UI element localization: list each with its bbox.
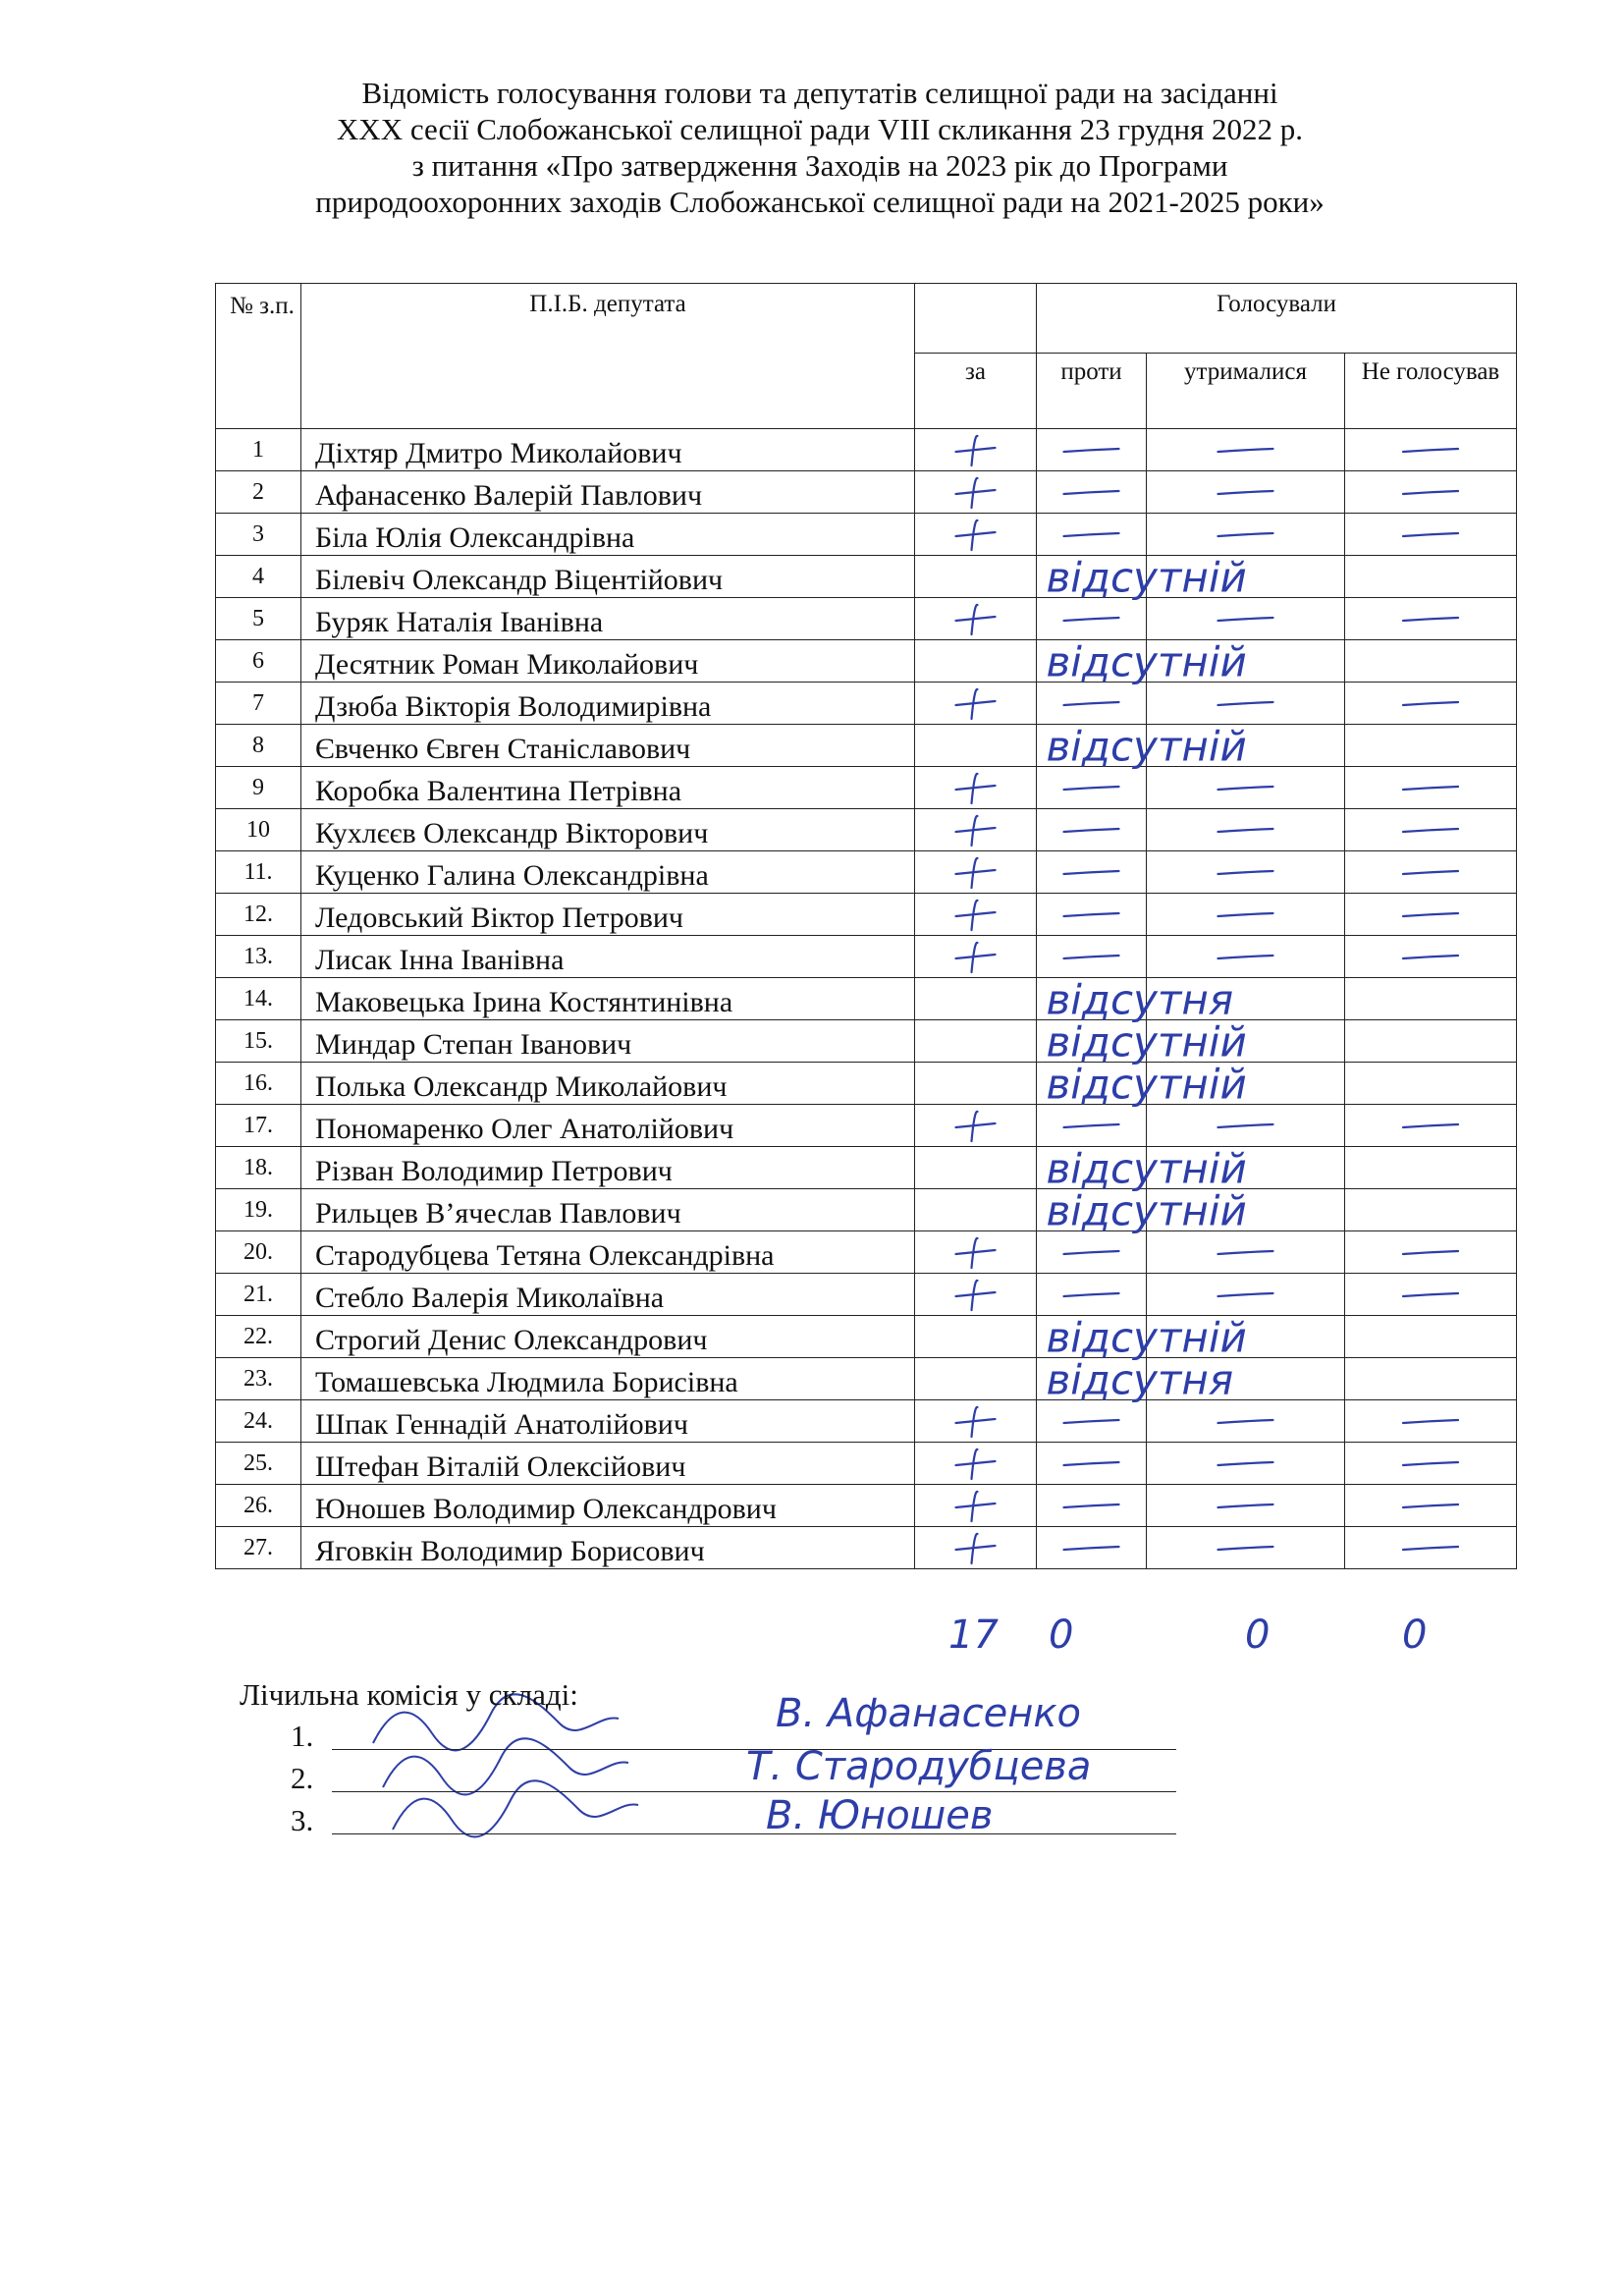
dash-mark xyxy=(1064,787,1119,790)
row-num: 21. xyxy=(216,1274,301,1316)
row-num: 6 xyxy=(216,640,301,683)
dash-mark xyxy=(1218,829,1273,832)
dash-mark xyxy=(1064,956,1119,958)
dash-mark xyxy=(1218,449,1273,452)
commission-line-1 xyxy=(291,1719,313,1754)
dash-mark xyxy=(1064,1251,1119,1254)
absent-note: відсутній xyxy=(1046,1313,1247,1362)
row-name: Діхтяр Дмитро Миколайович xyxy=(301,429,915,471)
dash-mark xyxy=(1064,1293,1119,1296)
total-utrymalysia: 0 xyxy=(1245,1613,1271,1658)
row-num: 2 xyxy=(216,471,301,514)
row-num: 1 xyxy=(216,429,301,471)
row-name: Євченко Євген Станіславович xyxy=(301,725,915,767)
dash-mark xyxy=(1403,913,1458,916)
row-num: 5 xyxy=(216,598,301,640)
plus-mark xyxy=(956,532,996,536)
dash-mark xyxy=(1064,618,1119,621)
dash-mark xyxy=(1218,1504,1273,1507)
row-name: Строгий Денис Олександрович xyxy=(301,1316,915,1358)
row-name: Стародубцева Тетяна Олександрівна xyxy=(301,1231,915,1274)
row-num: 12. xyxy=(216,894,301,936)
dash-mark xyxy=(1218,913,1273,916)
row-num: 11. xyxy=(216,851,301,894)
header-voted: Голосували xyxy=(1037,284,1517,354)
total-proty: 0 xyxy=(1049,1613,1074,1658)
row-name: Яговкін Володимир Борисович xyxy=(301,1527,915,1569)
dash-mark xyxy=(1064,829,1119,832)
row-name: Афанасенко Валерій Павлович xyxy=(301,471,915,514)
row-name: Стебло Валерія Миколаївна xyxy=(301,1274,915,1316)
dash-mark xyxy=(1218,491,1273,494)
absent-note: відсутній xyxy=(1046,1186,1247,1235)
plus-mark xyxy=(956,490,996,494)
header-utrymalysia: утрималися xyxy=(1147,354,1345,429)
plus-mark xyxy=(956,1250,996,1254)
commission-name-1: В. Афанасенко xyxy=(776,1691,1081,1736)
commission-num: 1. xyxy=(291,1719,314,1753)
header-name: П.І.Б. депутата xyxy=(301,284,915,429)
dash-mark xyxy=(1403,956,1458,958)
commission-name-3: В. Юношев xyxy=(766,1793,994,1838)
row-num: 27. xyxy=(216,1527,301,1569)
plus-mark xyxy=(956,912,996,916)
dash-mark xyxy=(1064,1124,1119,1127)
row-num: 24. xyxy=(216,1400,301,1443)
dash-mark xyxy=(1064,491,1119,494)
commission-name-2: Т. Стародубцева xyxy=(746,1744,1092,1789)
dash-mark xyxy=(1403,871,1458,874)
title-line-1: Відомість голосування голови та депутатів селищної ради на засіданні xyxy=(361,76,1278,110)
dash-mark xyxy=(1064,1420,1119,1423)
signature-scribble xyxy=(383,1738,628,1794)
row-num: 20. xyxy=(216,1231,301,1274)
plus-mark xyxy=(956,955,996,958)
plus-mark xyxy=(956,1419,996,1423)
dash-mark xyxy=(1403,1124,1458,1127)
row-name: Маковецька Ірина Костянтинівна xyxy=(301,978,915,1020)
total-za: 17 xyxy=(948,1613,999,1658)
absent-note: відсутній xyxy=(1046,722,1247,771)
row-name: Полька Олександр Миколайович xyxy=(301,1063,915,1105)
absent-note: відсутній xyxy=(1046,1060,1247,1109)
dash-mark xyxy=(1218,787,1273,790)
row-num: 10 xyxy=(216,809,301,851)
dash-mark xyxy=(1403,1251,1458,1254)
row-name: Пономаренко Олег Анатолійович xyxy=(301,1105,915,1147)
plus-mark xyxy=(956,617,996,621)
dash-mark xyxy=(1218,871,1273,874)
dash-mark xyxy=(1403,1462,1458,1465)
dash-mark xyxy=(1403,702,1458,705)
row-name: Куценко Галина Олександрівна xyxy=(301,851,915,894)
dash-mark xyxy=(1218,1293,1273,1296)
absent-note: відсутній xyxy=(1046,637,1247,686)
dash-mark xyxy=(1218,1251,1273,1254)
dash-mark xyxy=(1403,533,1458,536)
row-name: Ледовський Віктор Петрович xyxy=(301,894,915,936)
dash-mark xyxy=(1218,533,1273,536)
row-num: 8 xyxy=(216,725,301,767)
row-name: Штефан Віталій Олексійович xyxy=(301,1443,915,1485)
signature-rule xyxy=(332,1833,1176,1834)
row-num: 26. xyxy=(216,1485,301,1527)
row-num: 14. xyxy=(216,978,301,1020)
dash-mark xyxy=(1403,1420,1458,1423)
row-name: Буряк Наталія Іванівна xyxy=(301,598,915,640)
dash-mark xyxy=(1064,1547,1119,1550)
dash-mark xyxy=(1403,618,1458,621)
plus-mark xyxy=(956,1292,996,1296)
row-name: Лисак Інна Іванівна xyxy=(301,936,915,978)
dash-mark xyxy=(1403,1504,1458,1507)
dash-mark xyxy=(1218,1462,1273,1465)
plus-mark xyxy=(956,870,996,874)
dash-mark xyxy=(1403,829,1458,832)
dash-mark xyxy=(1218,618,1273,621)
row-num: 4 xyxy=(216,556,301,598)
row-name: Кухлєєв Олександр Вікторович xyxy=(301,809,915,851)
row-name: Юношев Володимир Олександрович xyxy=(301,1485,915,1527)
dash-mark xyxy=(1218,1420,1273,1423)
header-ne-holosuvav: Не голосував xyxy=(1345,354,1517,429)
row-num: 19. xyxy=(216,1189,301,1231)
header-proty: проти xyxy=(1037,354,1147,429)
row-num: 15. xyxy=(216,1020,301,1063)
row-num: 13. xyxy=(216,936,301,978)
row-num: 17. xyxy=(216,1105,301,1147)
title-line-3: з питання «Про затвердження Заходів на 2023 рік до Програми xyxy=(411,148,1228,183)
totals-row xyxy=(0,1613,1623,1671)
row-name: Дзюба Вікторія Володимирівна xyxy=(301,683,915,725)
row-name: Рильцев В’ячеслав Павлович xyxy=(301,1189,915,1231)
dash-mark xyxy=(1403,449,1458,452)
absent-note: відсутній xyxy=(1046,1017,1247,1066)
plus-mark xyxy=(956,1461,996,1465)
row-name: Шпак Геннадій Анатолійович xyxy=(301,1400,915,1443)
commission-line-2 xyxy=(291,1761,313,1796)
signature-scribble xyxy=(393,1780,638,1836)
row-num: 18. xyxy=(216,1147,301,1189)
plus-mark xyxy=(956,1123,996,1127)
title-line-2: XXX сесії Слобожанської селищної ради VIII скликання 23 грудня 2022 р. xyxy=(336,112,1304,146)
commission-line-3 xyxy=(291,1803,313,1838)
dash-mark xyxy=(1064,449,1119,452)
signature-rule xyxy=(332,1791,1176,1792)
dash-mark xyxy=(1218,1547,1273,1550)
plus-mark xyxy=(956,701,996,705)
dash-mark xyxy=(1218,956,1273,958)
row-name: Білевіч Олександр Віцентійович xyxy=(301,556,915,598)
row-name: Томашевська Людмила Борисівна xyxy=(301,1358,915,1400)
dash-mark xyxy=(1064,702,1119,705)
header-za: за xyxy=(915,354,1037,429)
dash-mark xyxy=(1064,1462,1119,1465)
row-num: 25. xyxy=(216,1443,301,1485)
title-line-4: природоохоронних заходів Слобожанської селищної ради на 2021-2025 роки» xyxy=(315,185,1325,219)
plus-mark xyxy=(956,786,996,790)
dash-mark xyxy=(1403,491,1458,494)
dash-mark xyxy=(1218,1124,1273,1127)
absent-note: відсутній xyxy=(1046,1144,1247,1193)
plus-mark xyxy=(956,1503,996,1507)
header-num: № з.п. xyxy=(216,284,301,429)
row-name: Різван Володимир Петрович xyxy=(301,1147,915,1189)
absent-note: відсутня xyxy=(1046,1355,1234,1404)
absent-note: відсутній xyxy=(1046,553,1247,602)
dash-mark xyxy=(1403,1293,1458,1296)
row-num: 23. xyxy=(216,1358,301,1400)
dash-mark xyxy=(1403,1547,1458,1550)
dash-mark xyxy=(1064,533,1119,536)
row-name: Миндар Степан Іванович xyxy=(301,1020,915,1063)
dash-mark xyxy=(1064,1504,1119,1507)
plus-mark xyxy=(956,448,996,452)
row-num: 3 xyxy=(216,514,301,556)
total-ne-holosuvav: 0 xyxy=(1402,1613,1428,1658)
dash-mark xyxy=(1218,702,1273,705)
row-num: 9 xyxy=(216,767,301,809)
plus-mark xyxy=(956,828,996,832)
dash-mark xyxy=(1064,871,1119,874)
commission-num: 3. xyxy=(291,1803,314,1837)
row-name: Біла Юлія Олександрівна xyxy=(301,514,915,556)
row-num: 7 xyxy=(216,683,301,725)
row-num: 22. xyxy=(216,1316,301,1358)
plus-mark xyxy=(956,1546,996,1550)
row-name: Десятник Роман Миколайович xyxy=(301,640,915,683)
commission-label: Лічильна комісія у складі: xyxy=(240,1677,578,1712)
row-name: Коробка Валентина Петрівна xyxy=(301,767,915,809)
dash-mark xyxy=(1064,913,1119,916)
commission-num: 2. xyxy=(291,1761,314,1795)
row-num: 16. xyxy=(216,1063,301,1105)
absent-note: відсутня xyxy=(1046,975,1234,1024)
dash-mark xyxy=(1403,787,1458,790)
